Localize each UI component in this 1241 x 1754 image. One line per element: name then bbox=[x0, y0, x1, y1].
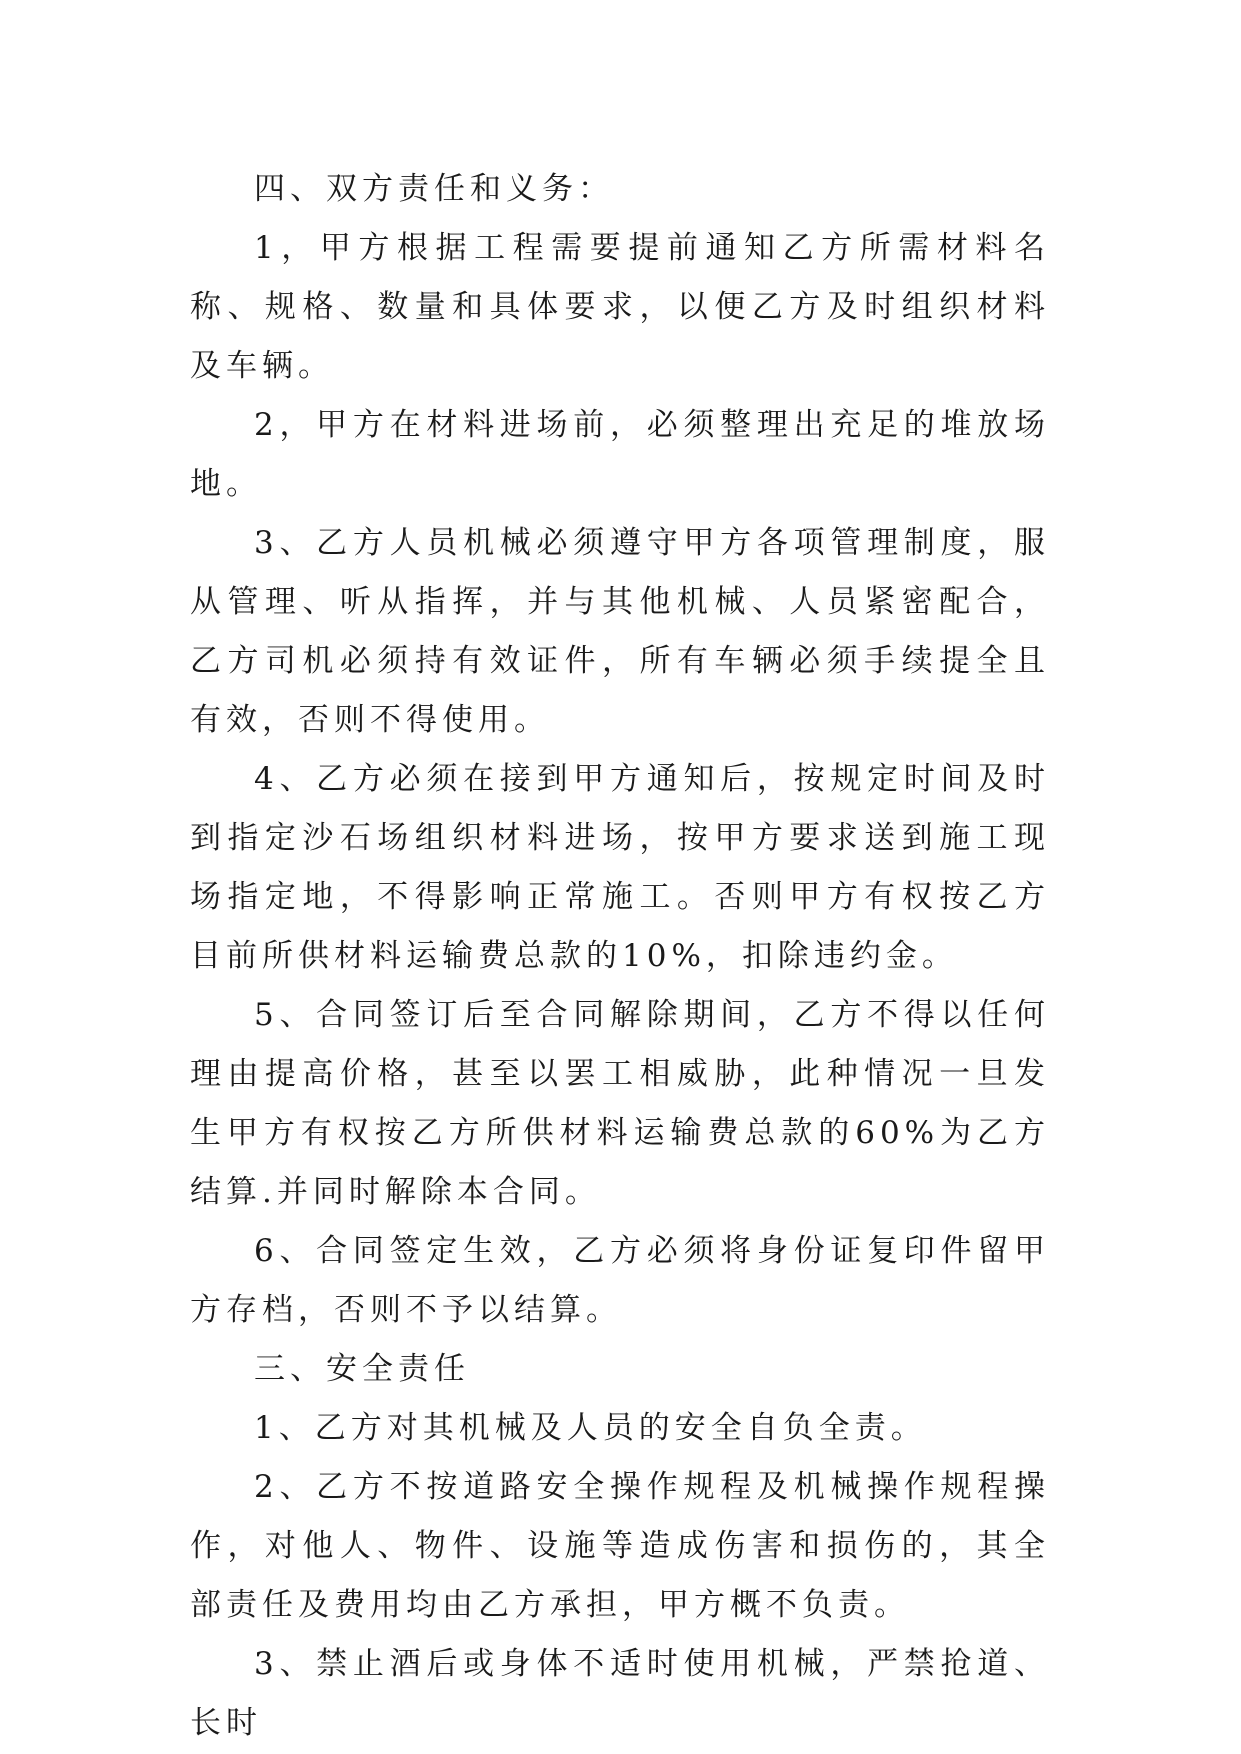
clause-paragraph: 2，甲方在材料进场前，必须整理出充足的堆放场地。 bbox=[190, 407, 1050, 502]
clause-paragraph: 5、合同签订后至合同解除期间，乙方不得以任何理由提高价格，甚至以罢工相威胁，此种情况一旦发生甲方有权按乙方所供材料运输费总款的60%为乙方结算.并同时解除本合同。 bbox=[190, 997, 1050, 1210]
clause-paragraph: 6、合同签定生效，乙方必须将身份证复印件留甲方存档，否则不予以结算。 bbox=[190, 1233, 1050, 1328]
clause-paragraph: 4、乙方必须在接到甲方通知后，按规定时间及时到指定沙石场组织材料进场，按甲方要求送到施工现场指定地，不得影响正常施工。否则甲方有权按乙方目前所供材料运输费总款的10%，扣除违约金。 bbox=[190, 761, 1050, 974]
clause-paragraph: 3、禁止酒后或身体不适时使用机械，严禁抢道、长时 bbox=[190, 1646, 1050, 1741]
section-heading-responsibilities: 四、双方责任和义务： bbox=[254, 171, 614, 207]
section-heading-safety: 三、安全责任 bbox=[254, 1351, 470, 1387]
clause-paragraph: 2、乙方不按道路安全操作规程及机械操作规程操作，对他人、物件、设施等造成伤害和损伤的，其全部责任及费用均由乙方承担，甲方概不负责。 bbox=[190, 1469, 1050, 1623]
clause-paragraph: 3、乙方人员机械必须遵守甲方各项管理制度，服从管理、听从指挥，并与其他机械、人员紧密配合，乙方司机必须持有效证件，所有车辆必须手续提全且有效，否则不得使用。 bbox=[190, 525, 1050, 738]
clause-paragraph: 1，甲方根据工程需要提前通知乙方所需材料名称、规格、数量和具体要求，以便乙方及时组织材料及车辆。 bbox=[190, 230, 1050, 384]
document-body bbox=[190, 160, 1050, 1753]
clause-paragraph: 1、乙方对其机械及人员的安全自负全责。 bbox=[254, 1410, 927, 1446]
